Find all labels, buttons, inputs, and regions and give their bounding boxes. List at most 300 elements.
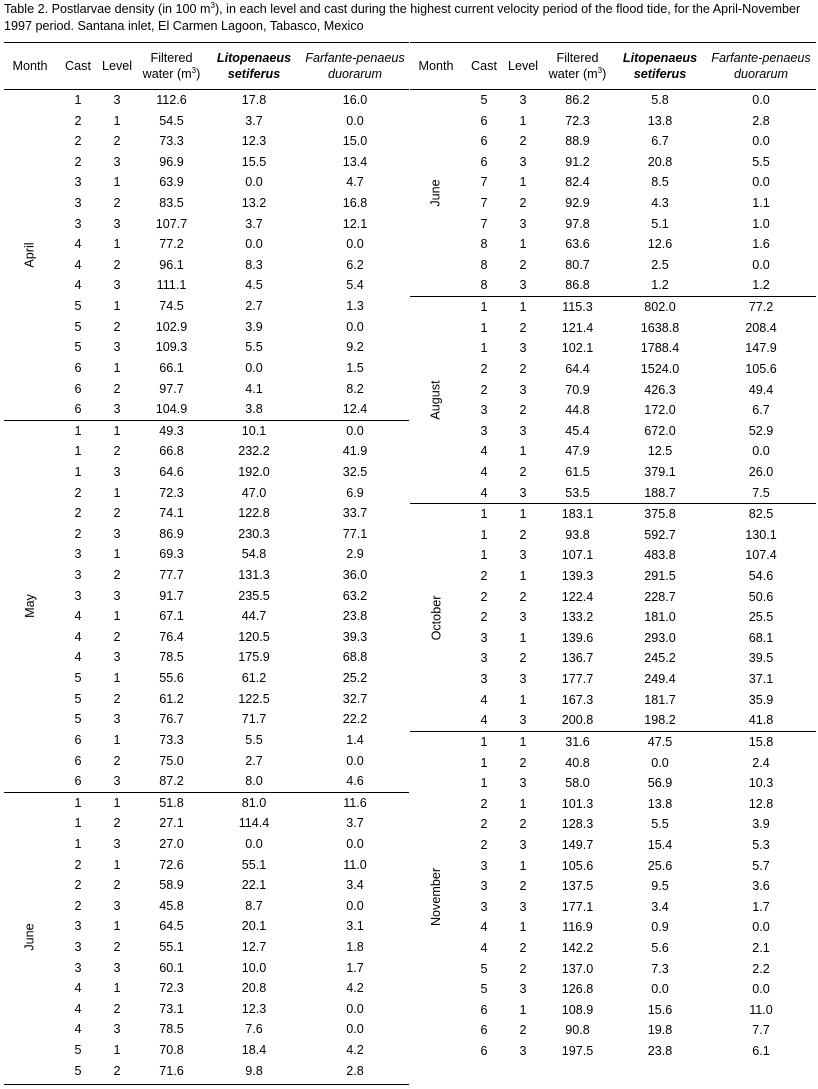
level-cell: 1 — [519, 796, 527, 811]
cast-cell: 6 — [74, 402, 82, 417]
table-row — [410, 856, 816, 877]
litopenaeus-cell: 9.8 — [245, 1063, 263, 1078]
month-label: November — [429, 867, 443, 926]
farfantepenaeus-cell: 1.4 — [346, 732, 364, 747]
cast-cell: 3 — [480, 879, 488, 894]
farfantepenaeus-cell: 68.8 — [342, 650, 368, 665]
level-cell: 1 — [113, 732, 121, 747]
table-row — [410, 359, 816, 380]
level-cell: 3 — [113, 712, 121, 727]
filtered-water-cell: 73.1 — [159, 1001, 184, 1016]
cast-cell: 2 — [480, 589, 488, 604]
farfantepenaeus-cell: 4.2 — [346, 1043, 364, 1058]
filtered-water-cell: 126.8 — [561, 982, 594, 997]
litopenaeus-cell: 5.5 — [651, 817, 669, 832]
right-table-header — [410, 42, 816, 90]
level-cell: 3 — [519, 423, 527, 438]
filtered-water-cell: 200.8 — [561, 713, 594, 728]
litopenaeus-cell: 15.6 — [647, 1002, 673, 1017]
farfantepenaeus-cell: 7.7 — [752, 1023, 770, 1038]
farfantepenaeus-cell: 82.5 — [748, 507, 774, 522]
litopenaeus-cell: 3.9 — [245, 319, 263, 334]
table-row — [410, 773, 816, 794]
header-month: Month — [12, 59, 48, 73]
header-level: Level — [101, 59, 133, 73]
level-cell: 2 — [113, 1001, 121, 1016]
farfantepenaeus-cell: 37.1 — [748, 672, 774, 687]
table-row — [410, 979, 816, 1000]
filtered-water-cell: 137.5 — [561, 879, 594, 894]
month-group — [4, 793, 409, 1082]
farfantepenaeus-cell: 1.1 — [752, 196, 770, 211]
table-row — [4, 937, 409, 958]
table-row — [410, 421, 816, 442]
litopenaeus-cell: 198.2 — [644, 713, 676, 728]
farfantepenaeus-cell: 0.0 — [752, 982, 770, 997]
litopenaeus-cell: 1.2 — [651, 278, 669, 293]
farfantepenaeus-cell: 6.2 — [346, 257, 364, 272]
filtered-water-cell: 90.8 — [565, 1023, 590, 1038]
filtered-water-cell: 104.9 — [155, 402, 188, 417]
level-cell: 2 — [519, 134, 527, 149]
cast-cell: 6 — [74, 732, 82, 747]
farfantepenaeus-cell: 1.6 — [752, 237, 770, 252]
farfantepenaeus-cell: 0.0 — [346, 423, 364, 438]
filtered-water-cell: 112.6 — [156, 93, 187, 107]
litopenaeus-cell: 12.7 — [241, 939, 267, 954]
cast-cell: 3 — [74, 939, 82, 954]
level-cell: 3 — [113, 93, 121, 107]
table-row — [410, 400, 816, 421]
filtered-water-cell: 45.8 — [159, 898, 184, 913]
filtered-water-cell: 27.1 — [159, 816, 184, 831]
farfantepenaeus-cell: 32.5 — [342, 464, 368, 479]
farfantepenaeus-cell: 12.8 — [748, 796, 774, 811]
farfantepenaeus-cell: 49.4 — [748, 382, 774, 397]
cast-cell: 3 — [74, 547, 82, 562]
farfantepenaeus-cell: 0.0 — [752, 175, 770, 190]
farfantepenaeus-cell: 0.0 — [346, 898, 364, 913]
caption-superscript: 3 — [210, 0, 215, 10]
farfantepenaeus-cell: 23.8 — [342, 609, 368, 624]
header-litopenaeus-setiferus: Litopenaeus setiferus — [622, 51, 698, 81]
cast-cell: 1 — [480, 755, 488, 770]
table-row — [410, 753, 816, 774]
filtered-water-cell: 111.1 — [156, 278, 187, 293]
cast-cell: 7 — [480, 216, 488, 231]
table-row — [4, 751, 409, 772]
farfantepenaeus-cell: 8.2 — [346, 381, 364, 396]
table-row — [410, 628, 816, 649]
cast-cell: 3 — [480, 672, 488, 687]
table-row — [410, 462, 816, 483]
level-cell: 2 — [519, 257, 527, 272]
table-row — [410, 732, 816, 753]
farfantepenaeus-cell: 0.0 — [346, 237, 364, 252]
farfantepenaeus-cell: 4.7 — [346, 175, 364, 190]
litopenaeus-cell: 8.7 — [245, 898, 263, 913]
litopenaeus-cell: 8.3 — [245, 257, 263, 272]
table-row — [410, 297, 816, 318]
farfantepenaeus-cell: 22.2 — [342, 712, 368, 727]
cast-cell: 4 — [74, 981, 82, 996]
cast-cell: 8 — [480, 237, 488, 252]
cast-cell: 2 — [74, 506, 82, 521]
farfantepenaeus-cell: 25.5 — [748, 610, 774, 625]
filtered-water-cell: 44.8 — [565, 403, 590, 418]
cast-cell: 6 — [480, 154, 488, 169]
level-cell: 3 — [113, 340, 121, 355]
farfantepenaeus-cell: 52.9 — [748, 423, 774, 438]
farfantepenaeus-cell: 41.8 — [748, 713, 774, 728]
farfantepenaeus-cell: 3.7 — [346, 816, 364, 831]
litopenaeus-cell: 293.0 — [644, 630, 676, 645]
litopenaeus-cell: 0.0 — [651, 982, 669, 997]
filtered-water-cell: 96.1 — [159, 257, 184, 272]
table-row — [410, 111, 816, 132]
filtered-water-cell: 58.0 — [565, 776, 590, 791]
header-litopenaeus-setiferus: Litopenaeus setiferus — [216, 51, 292, 81]
table-row — [4, 524, 409, 545]
table-row — [410, 131, 816, 152]
litopenaeus-cell: 3.8 — [245, 402, 263, 417]
farfantepenaeus-cell: 39.3 — [342, 629, 368, 644]
table-row — [4, 709, 409, 730]
table-row — [4, 214, 409, 235]
filtered-water-cell: 177.7 — [561, 672, 594, 687]
table-row — [4, 958, 409, 979]
cast-cell: 1 — [480, 734, 488, 749]
level-cell: 2 — [519, 879, 527, 894]
filtered-water-cell: 70.8 — [159, 1043, 184, 1058]
month-label: June — [429, 179, 443, 207]
filtered-water-cell: 71.6 — [159, 1063, 184, 1078]
filtered-water-cell: 75.0 — [159, 753, 184, 768]
litopenaeus-cell: 20.1 — [241, 919, 267, 934]
cast-cell: 3 — [74, 175, 82, 190]
table-row — [410, 172, 816, 193]
filtered-water-cell: 92.9 — [565, 196, 590, 211]
filtered-water-cell: 102.9 — [155, 319, 188, 334]
level-cell: 1 — [113, 671, 121, 686]
farfantepenaeus-cell: 0.0 — [752, 93, 770, 107]
filtered-water-cell: 177.1 — [561, 899, 594, 914]
cast-cell: 1 — [74, 444, 82, 459]
level-cell: 3 — [519, 982, 527, 997]
farfantepenaeus-cell: 12.1 — [342, 216, 368, 231]
level-cell: 3 — [519, 837, 527, 852]
litopenaeus-cell: 114.4 — [238, 816, 270, 831]
table-row — [4, 503, 409, 524]
level-cell: 3 — [519, 341, 527, 356]
farfantepenaeus-cell: 3.1 — [346, 919, 364, 934]
cast-cell: 2 — [74, 898, 82, 913]
litopenaeus-cell: 0.0 — [245, 175, 263, 190]
farfantepenaeus-cell: 11.0 — [343, 857, 367, 872]
litopenaeus-cell: 802.0 — [644, 300, 676, 315]
level-cell: 2 — [113, 134, 121, 149]
farfantepenaeus-cell: 13.4 — [342, 154, 368, 169]
cast-cell: 6 — [480, 1002, 488, 1017]
level-cell: 2 — [113, 939, 121, 954]
farfantepenaeus-cell: 15.0 — [342, 134, 368, 149]
table-row — [4, 978, 409, 999]
farfantepenaeus-cell: 6.9 — [346, 485, 364, 500]
level-cell: 1 — [113, 485, 121, 500]
level-cell: 3 — [113, 650, 121, 665]
table-row — [4, 647, 409, 668]
filtered-water-cell: 55.6 — [159, 671, 184, 686]
table-row — [4, 999, 409, 1020]
litopenaeus-cell: 483.8 — [644, 548, 676, 563]
farfantepenaeus-cell: 39.5 — [748, 651, 774, 666]
litopenaeus-cell: 20.8 — [241, 981, 267, 996]
litopenaeus-cell: 1524.0 — [640, 361, 680, 376]
cast-cell: 5 — [74, 340, 82, 355]
litopenaeus-cell: 56.9 — [647, 776, 673, 791]
cast-cell: 4 — [74, 1001, 82, 1016]
table-row — [410, 380, 816, 401]
header-cast: Cast — [471, 59, 497, 73]
left-table — [4, 42, 409, 1081]
level-cell: 2 — [519, 817, 527, 832]
litopenaeus-cell: 15.4 — [647, 837, 673, 852]
farfantepenaeus-cell: 2.4 — [752, 755, 770, 770]
litopenaeus-cell: 245.2 — [644, 651, 676, 666]
table-row — [4, 916, 409, 937]
filtered-water-cell: 136.7 — [561, 651, 594, 666]
litopenaeus-cell: 22.1 — [241, 878, 267, 893]
level-cell: 2 — [113, 1063, 121, 1078]
farfantepenaeus-cell: 3.6 — [752, 879, 770, 894]
month-group — [4, 90, 409, 421]
cast-cell: 3 — [480, 899, 488, 914]
table-row — [410, 959, 816, 980]
farfantepenaeus-cell: 36.0 — [342, 568, 368, 583]
table-bottom-rule — [4, 1084, 409, 1085]
cast-cell: 2 — [74, 154, 82, 169]
table-row — [410, 917, 816, 938]
cast-cell: 2 — [480, 817, 488, 832]
litopenaeus-cell: 4.5 — [245, 278, 263, 293]
table-row — [410, 814, 816, 835]
litopenaeus-cell: 2.7 — [245, 299, 263, 314]
table-row — [4, 730, 409, 751]
level-cell: 1 — [519, 507, 527, 522]
farfantepenaeus-cell: 12.4 — [342, 402, 368, 417]
table-row — [4, 544, 409, 565]
farfantepenaeus-cell: 147.9 — [745, 341, 777, 356]
level-cell: 3 — [113, 774, 121, 789]
farfantepenaeus-cell: 5.5 — [752, 154, 770, 169]
table-row — [4, 234, 409, 255]
table-row — [410, 193, 816, 214]
filtered-water-cell: 93.8 — [565, 527, 590, 542]
filtered-water-cell: 45.4 — [565, 423, 590, 438]
table-row — [410, 876, 816, 897]
filtered-water-cell: 64.6 — [159, 464, 184, 479]
level-cell: 3 — [519, 899, 527, 914]
table-row — [410, 938, 816, 959]
filtered-water-cell: 97.8 — [565, 216, 590, 231]
filtered-water-cell: 107.7 — [155, 216, 188, 231]
litopenaeus-cell: 228.7 — [644, 589, 676, 604]
level-cell: 2 — [113, 753, 121, 768]
farfantepenaeus-cell: 3.9 — [752, 817, 770, 832]
farfantepenaeus-cell: 10.3 — [748, 776, 774, 791]
level-cell: 1 — [113, 981, 121, 996]
filtered-water-cell: 40.8 — [565, 755, 590, 770]
right-table — [410, 42, 816, 1062]
filtered-water-cell: 108.9 — [561, 1002, 594, 1017]
header-farfantepenaeus-duorarum: Farfante-penaeus duorarum — [711, 51, 811, 81]
filtered-water-cell: 77.2 — [159, 237, 184, 252]
table-row — [4, 606, 409, 627]
farfantepenaeus-cell: 33.7 — [342, 506, 368, 521]
table-row — [4, 399, 409, 420]
table-row — [410, 338, 816, 359]
farfantepenaeus-cell: 25.2 — [342, 671, 368, 686]
level-cell: 3 — [519, 278, 527, 293]
cast-cell: 4 — [480, 464, 488, 479]
farfantepenaeus-cell: 1.7 — [346, 960, 364, 975]
farfantepenaeus-cell: 1.8 — [346, 939, 364, 954]
litopenaeus-cell: 4.1 — [245, 381, 263, 396]
cast-cell: 1 — [74, 464, 82, 479]
farfantepenaeus-cell: 41.9 — [342, 444, 368, 459]
litopenaeus-cell: 44.7 — [241, 609, 267, 624]
left-table-body — [4, 90, 409, 1081]
level-cell: 1 — [113, 795, 121, 810]
cast-cell: 2 — [480, 569, 488, 584]
filtered-water-cell: 197.5 — [561, 1044, 594, 1059]
filtered-water-cell: 58.9 — [159, 878, 184, 893]
litopenaeus-cell: 192.0 — [238, 464, 270, 479]
litopenaeus-cell: 12.3 — [241, 134, 267, 149]
month-label: June — [23, 923, 37, 951]
level-cell: 3 — [113, 526, 121, 541]
litopenaeus-cell: 375.8 — [644, 507, 676, 522]
litopenaeus-cell: 81.0 — [241, 795, 267, 810]
month-label: October — [429, 595, 443, 640]
filtered-water-cell: 51.8 — [159, 795, 184, 810]
month-group — [410, 732, 816, 1062]
filtered-water-cell: 61.2 — [159, 691, 184, 706]
month-label: April — [22, 242, 37, 268]
level-cell: 2 — [113, 878, 121, 893]
level-cell: 1 — [519, 734, 527, 749]
filtered-water-cell: 149.7 — [561, 837, 594, 852]
litopenaeus-cell: 12.5 — [647, 444, 673, 459]
litopenaeus-cell: 10.0 — [241, 960, 267, 975]
level-cell: 3 — [113, 1022, 121, 1037]
cast-cell: 3 — [74, 919, 82, 934]
cast-cell: 2 — [480, 837, 488, 852]
table-row — [410, 587, 816, 608]
level-cell: 2 — [113, 506, 121, 521]
level-cell: 2 — [519, 361, 527, 376]
litopenaeus-cell: 25.6 — [647, 858, 673, 873]
cast-cell: 4 — [480, 940, 488, 955]
farfantepenaeus-cell: 1.0 — [752, 216, 770, 231]
table-row — [4, 421, 409, 442]
level-cell: 2 — [519, 320, 527, 335]
table-row — [4, 111, 409, 132]
level-cell: 2 — [519, 464, 527, 479]
farfantepenaeus-cell: 0.0 — [346, 1001, 364, 1016]
filtered-water-cell: 142.2 — [561, 940, 594, 955]
level-cell: 3 — [519, 1044, 527, 1059]
litopenaeus-cell: 17.8 — [241, 93, 267, 107]
farfantepenaeus-cell: 15.8 — [748, 734, 774, 749]
cast-cell: 5 — [74, 319, 82, 334]
level-cell: 3 — [113, 898, 121, 913]
litopenaeus-cell: 19.8 — [647, 1023, 673, 1038]
table-row — [4, 627, 409, 648]
litopenaeus-cell: 120.5 — [238, 629, 270, 644]
cast-cell: 4 — [74, 609, 82, 624]
farfantepenaeus-cell: 9.2 — [346, 340, 364, 355]
table-row — [410, 897, 816, 918]
cast-cell: 2 — [74, 134, 82, 149]
filtered-water-cell: 72.3 — [565, 113, 590, 128]
table-row — [410, 710, 816, 731]
cast-cell: 2 — [74, 878, 82, 893]
cast-cell: 2 — [74, 485, 82, 500]
cast-cell: 5 — [74, 691, 82, 706]
farfantepenaeus-cell: 0.0 — [346, 113, 364, 128]
filtered-water-cell: 74.5 — [159, 299, 184, 314]
farfantepenaeus-cell: 63.2 — [342, 588, 368, 603]
table-row — [410, 152, 816, 173]
litopenaeus-cell: 5.6 — [651, 940, 669, 955]
filtered-water-cell: 73.3 — [159, 732, 184, 747]
farfantepenaeus-cell: 1.5 — [346, 360, 364, 375]
table-row — [4, 255, 409, 276]
level-cell: 1 — [519, 630, 527, 645]
cast-cell: 4 — [480, 713, 488, 728]
filtered-water-cell: 96.9 — [159, 154, 184, 169]
farfantepenaeus-cell: 5.7 — [752, 858, 770, 873]
filtered-water-cell: 80.7 — [565, 257, 590, 272]
litopenaeus-cell: 1638.8 — [640, 320, 680, 335]
cast-cell: 5 — [74, 712, 82, 727]
filtered-water-cell: 76.4 — [159, 629, 184, 644]
month-group — [410, 90, 816, 297]
level-cell: 3 — [113, 588, 121, 603]
level-cell: 2 — [519, 589, 527, 604]
level-cell: 2 — [519, 403, 527, 418]
level-cell: 1 — [113, 919, 121, 934]
table-row — [4, 813, 409, 834]
level-cell: 2 — [113, 257, 121, 272]
filtered-water-cell: 54.5 — [159, 113, 184, 128]
level-cell: 1 — [519, 175, 527, 190]
cast-cell: 6 — [480, 134, 488, 149]
cast-cell: 3 — [74, 216, 82, 231]
filtered-water-cell: 63.9 — [159, 175, 184, 190]
litopenaeus-cell: 2.7 — [245, 753, 263, 768]
farfantepenaeus-cell: 50.6 — [748, 589, 774, 604]
cast-cell: 5 — [74, 671, 82, 686]
level-cell: 3 — [519, 713, 527, 728]
cast-cell: 1 — [480, 527, 488, 542]
level-cell: 3 — [113, 960, 121, 975]
litopenaeus-cell: 12.3 — [241, 1001, 267, 1016]
filtered-water-cell: 105.6 — [561, 858, 594, 873]
table-row — [4, 586, 409, 607]
farfantepenaeus-cell: 16.8 — [342, 196, 368, 211]
